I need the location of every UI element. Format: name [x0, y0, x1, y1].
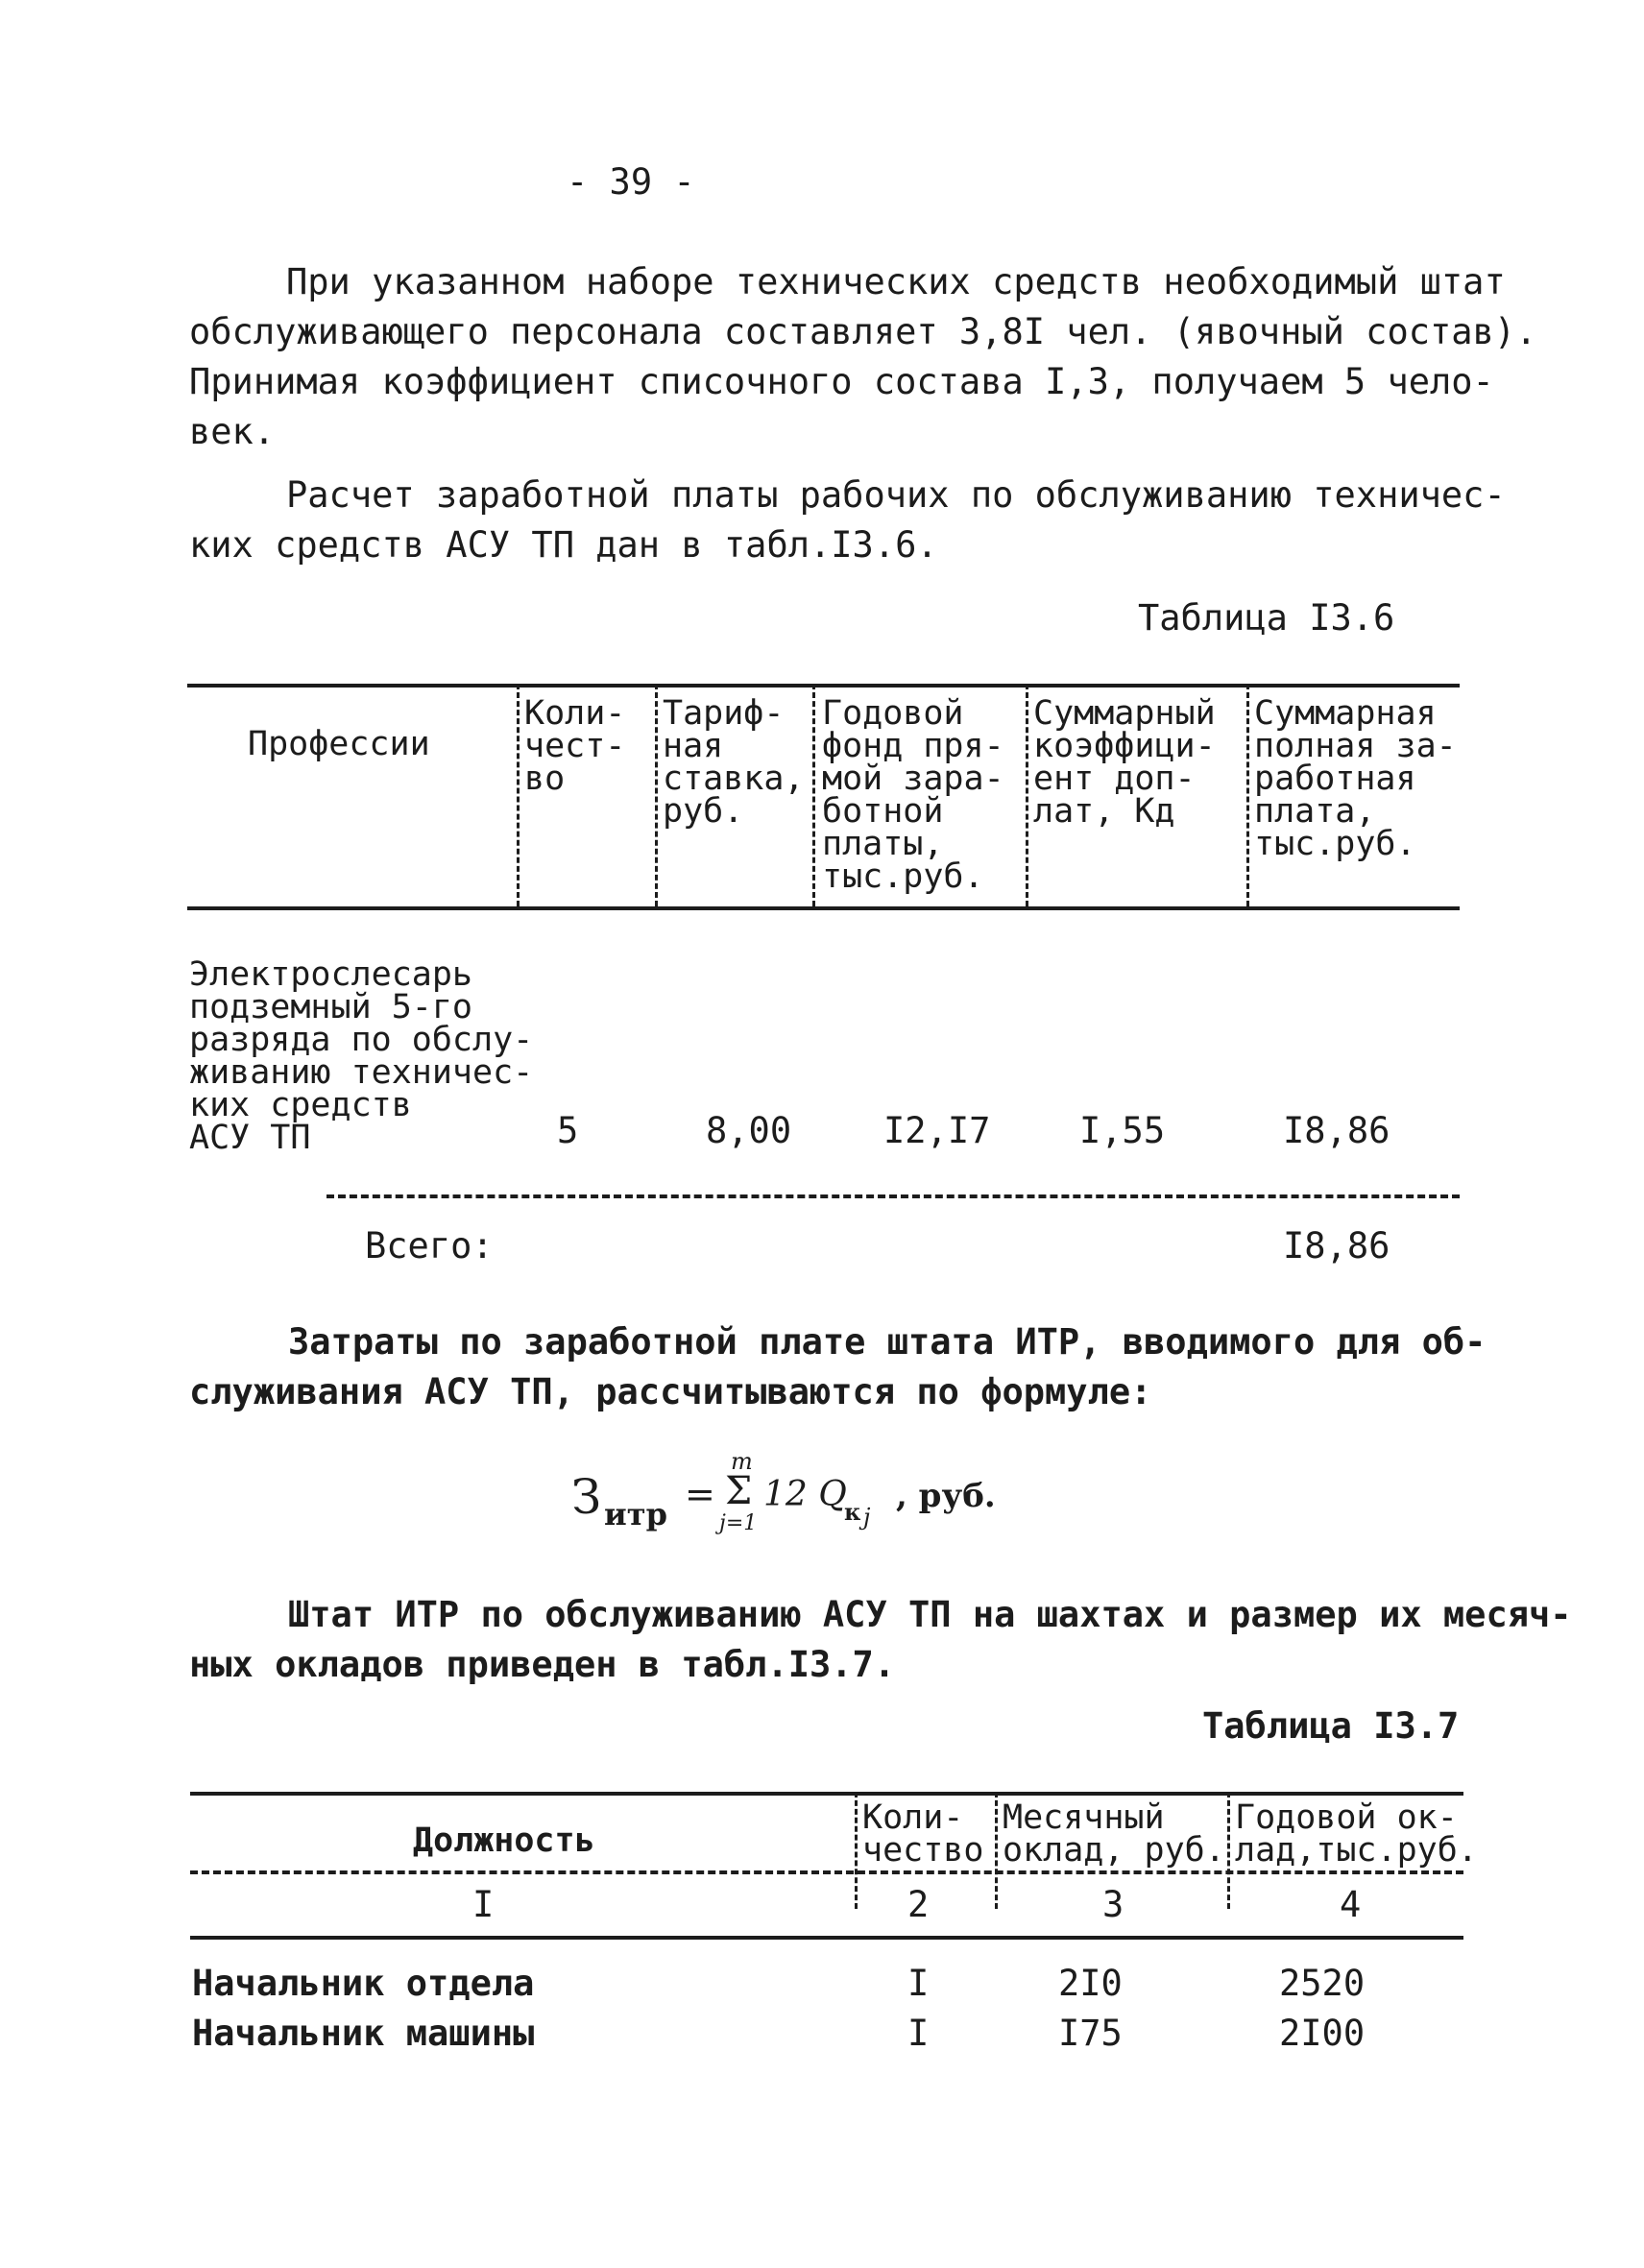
cell-total: I8,86	[1283, 1110, 1390, 1151]
column-divider	[517, 684, 520, 906]
cell-position: Начальник отдела	[192, 1963, 535, 2004]
paragraph-line: ных окладов приведен в табл.I3.7.	[189, 1644, 896, 1685]
cell-monthly: 2I0	[1058, 1963, 1123, 2004]
header-total: Суммарная полная за- работная плата, тыс.руб.	[1254, 694, 1457, 863]
header-monthly: Месячный оклад, руб.	[1003, 1798, 1225, 1870]
table-2-header-divider	[190, 1870, 1463, 1874]
cell-profession: Электрослесарь подземный 5-го разряда по обслу- живанию техничес- ких средств АСУ ТП	[189, 955, 534, 1157]
formula-sum-top: m	[731, 1448, 753, 1475]
column-divider	[655, 684, 658, 906]
formula-equals: =	[685, 1473, 715, 1515]
header-fund: Годовой фонд пря- мой зара- ботной платы, тыс.руб.	[822, 694, 1004, 896]
total-label: Всего:	[365, 1225, 494, 1267]
page-number: - 39 -	[567, 161, 695, 203]
formula	[571, 1448, 1013, 1557]
table-1-total-divider	[326, 1194, 1460, 1198]
table-1-header-rule	[187, 906, 1460, 910]
header-annual: Годовой ок- лад,тыс.руб.	[1235, 1798, 1478, 1870]
cell-annual: 2I00	[1279, 2013, 1366, 2054]
column-divider	[1246, 684, 1249, 906]
column-number: I	[472, 1884, 495, 1925]
paragraph-line: Затраты по заработной плате штата ИТР, вводимого для об-	[288, 1321, 1487, 1363]
column-divider	[855, 1792, 858, 1909]
header-rate: Тариф- ная ставка, руб.	[663, 694, 805, 831]
header-count: Коли- чество	[862, 1798, 984, 1870]
formula-lhs: З	[571, 1469, 602, 1525]
paragraph-line: При указанном наборе технических средств необходимый штат	[286, 261, 1506, 302]
cell-fund: I2,I7	[883, 1110, 991, 1151]
cell-annual: 2520	[1279, 1963, 1366, 2004]
paragraph-line: Расчет заработной платы рабочих по обслуживанию техничес-	[286, 474, 1506, 516]
column-number: 3	[1102, 1884, 1124, 1925]
column-divider	[1026, 684, 1028, 906]
table-2-caption: Таблица I3.7	[1202, 1705, 1460, 1747]
cell-position: Начальник машины	[192, 2013, 535, 2054]
header-profession: Профессии	[248, 725, 430, 763]
column-number: 4	[1340, 1884, 1362, 1925]
formula-body: 12 Q	[763, 1475, 847, 1514]
table-1-top-rule	[187, 684, 1460, 688]
paragraph-line: обслуживающего персонала составляет 3,8I чел. (явочный состав).	[189, 311, 1537, 352]
header-position: Должность	[413, 1822, 595, 1860]
paragraph-line: Принимая коэффициент списочного состава I,3, получаем 5 чело-	[189, 361, 1494, 402]
column-divider	[812, 684, 815, 906]
formula-body-subscript-index: j	[863, 1504, 871, 1531]
table-2-top-rule	[190, 1792, 1463, 1796]
cell-count: I	[907, 1963, 930, 2004]
cell-monthly: I75	[1058, 2013, 1123, 2054]
cell-coefficient: I,55	[1079, 1110, 1166, 1151]
formula-lhs-subscript: итр	[604, 1496, 667, 1532]
formula-unit: , руб.	[896, 1477, 996, 1515]
formula-body-subscript: к	[844, 1498, 861, 1526]
header-coefficient: Суммарный коэффици- ент доп- лат, Кд	[1033, 694, 1216, 831]
header-count: Коли- чест- во	[524, 694, 626, 798]
cell-count: I	[907, 2013, 930, 2054]
paragraph-line: век.	[189, 411, 276, 452]
paragraph-line: ких средств АСУ ТП дан в табл.I3.6.	[189, 524, 938, 566]
table-1-caption: Таблица I3.6	[1138, 597, 1395, 639]
total-value: I8,86	[1283, 1225, 1390, 1267]
paragraph-line: Штат ИТР по обслуживанию АСУ ТП на шахтах и размер их месяч-	[288, 1594, 1572, 1635]
table-2-header-rule	[190, 1936, 1463, 1940]
formula-sum-symbol: Σ	[725, 1469, 753, 1513]
column-divider	[1227, 1792, 1230, 1909]
cell-rate: 8,00	[706, 1110, 792, 1151]
column-number: 2	[907, 1884, 930, 1925]
paragraph-line: служивания АСУ ТП, рассчитываются по формуле:	[189, 1371, 1152, 1412]
cell-count: 5	[557, 1110, 579, 1151]
formula-sum-bottom: j=1	[719, 1511, 758, 1535]
column-divider	[995, 1792, 998, 1909]
